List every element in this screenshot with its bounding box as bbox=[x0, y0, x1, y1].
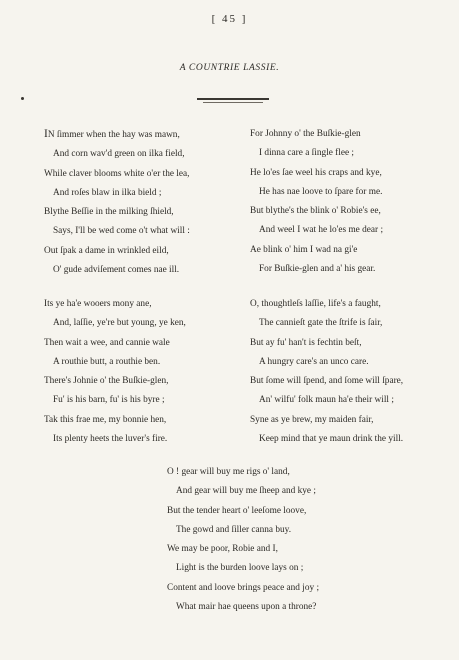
verse-line: Then wait a wee, and cannie wale bbox=[44, 337, 170, 348]
verse-line: Ae blink o' him I wad na gi'e bbox=[250, 244, 358, 255]
verse-line: But ſome will ſpend, and ſome will ſpare, bbox=[250, 376, 404, 387]
poem-title: A COUNTRIE LASSIE. bbox=[179, 63, 280, 73]
ornament-rule-thin bbox=[203, 102, 263, 103]
ink-speck bbox=[21, 97, 24, 100]
verse-line: But blythe's the blink o' Robie's ee, bbox=[250, 206, 381, 217]
verse-line: And weel I wat he lo'es me dear ; bbox=[259, 225, 384, 236]
verse-line: Syne as ye brew, my maiden fair, bbox=[250, 414, 374, 425]
verse-line: I dinna care a ſingle flee ; bbox=[259, 148, 354, 159]
stanza-4 bbox=[250, 295, 403, 449]
verse-line: Light is the burden loove lays on ; bbox=[176, 563, 304, 574]
verse-line: And gear will buy me ſheep and kye ; bbox=[176, 486, 316, 497]
verse-line: The gowd and ſiller canna buy. bbox=[176, 524, 292, 535]
verse-line: Its plenty heets the luver's fire. bbox=[53, 434, 168, 445]
stanza-2 bbox=[250, 125, 383, 279]
verse-line: But ay fu' han't is fechtin beſt, bbox=[250, 337, 362, 348]
verse-line: For Buſkie-glen and a' his gear. bbox=[259, 264, 376, 275]
verse-line: O ! gear will buy me rigs o' land, bbox=[167, 467, 290, 477]
stanza-3 bbox=[44, 295, 186, 449]
title-ornament-rule bbox=[197, 97, 269, 103]
verse-line: And corn wav'd green on ilka field, bbox=[53, 149, 185, 160]
verse-line: Its ye ha'e wooers mony ane, bbox=[44, 299, 152, 309]
verse-line: He lo'es ſae weel his craps and kye, bbox=[250, 167, 382, 178]
page-number: [ 45 ] bbox=[211, 13, 248, 25]
verse-line: An' wilfu' folk maun ha'e their will ; bbox=[259, 395, 394, 406]
verse-line: He has nae loove to ſpare for me. bbox=[259, 186, 383, 197]
verse-line: We may be poor, Robie and I, bbox=[167, 544, 278, 555]
verse-line: What mair hae queens upon a throne? bbox=[176, 602, 317, 613]
verse-line: Fu' is his barn, fu' is his byre ; bbox=[53, 395, 165, 406]
verse-line: For Johnny o' the Buſkie-glen bbox=[250, 129, 361, 139]
verse-line: Says, I'll be wed come o't what will : bbox=[53, 226, 190, 237]
verse-line: O' gude adviſement comes nae ill. bbox=[53, 265, 180, 276]
verse-line: A hungry care's an unco care. bbox=[259, 356, 369, 367]
ornament-rule-thick bbox=[197, 98, 269, 100]
verse-line: And roſes blaw in ilka bield ; bbox=[53, 187, 162, 198]
verse-line: O, thoughtleſs laſſie, life's a faught, bbox=[250, 299, 381, 309]
verse-line: Keep mind that ye maun drink the yill. bbox=[259, 434, 404, 445]
verse-line: Tak this frae me, my bonnie hen, bbox=[44, 414, 167, 425]
verse-line: The cannieſt gate the ſtrife is ſair, bbox=[259, 318, 383, 329]
verse-line: And, laſſie, ye're but young, ye ken, bbox=[53, 318, 186, 329]
verse-line: A routhie butt, a routhie ben. bbox=[53, 356, 161, 367]
stanza-1 bbox=[44, 125, 190, 280]
verse-line: Out ſpak a dame in wrinkled eild, bbox=[44, 245, 169, 256]
verse-line: There's Johnie o' the Buſkie-glen, bbox=[44, 376, 169, 387]
drop-cap: I bbox=[44, 128, 48, 140]
verse-line: Blythe Beſſie in the milking ſhield, bbox=[44, 207, 174, 218]
verse-line: But the tender heart o' leeſome loove, bbox=[167, 505, 307, 516]
verse-line: Content and loove brings peace and joy ; bbox=[167, 582, 320, 593]
verse-line: IN ſimmer when the hay was mawn, bbox=[44, 128, 180, 140]
stanza-5 bbox=[167, 463, 319, 617]
verse-line: While claver blooms white o'er the lea, bbox=[44, 168, 190, 179]
